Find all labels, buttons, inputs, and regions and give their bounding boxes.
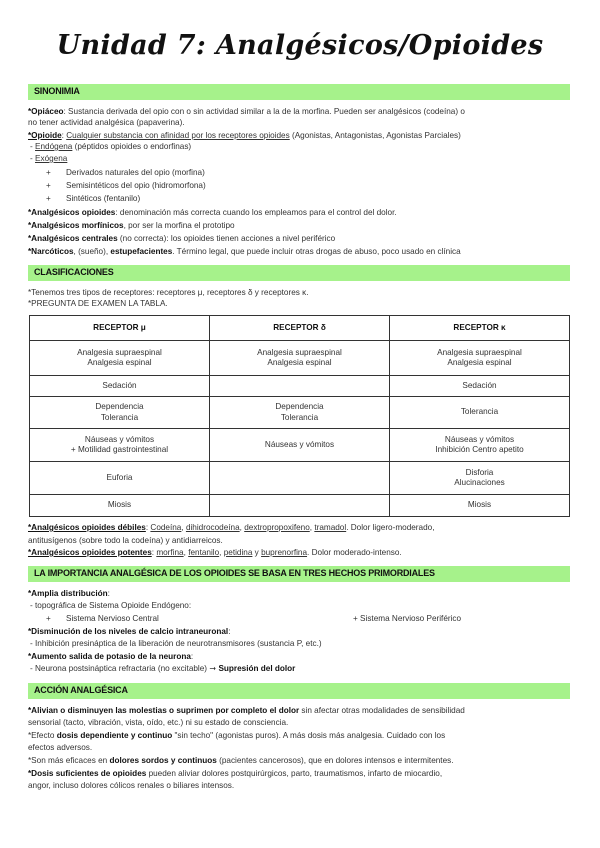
list-item-text: Derivados naturales del opio (morfina) bbox=[66, 168, 205, 177]
definition-text: *Efecto bbox=[28, 731, 57, 740]
definition-text: : denominación más correcta cuando los empleamos para el control del dolor. bbox=[115, 208, 397, 217]
line-neurona bbox=[30, 663, 575, 674]
line-amplia-distribucion bbox=[28, 588, 573, 599]
body-text: - Inhibición presináptica de la liberación de neurotransmisores (sustancia P, etc.) bbox=[30, 639, 322, 648]
table-cell: Náuseas y vómitos bbox=[210, 429, 390, 462]
bullet-mark: + bbox=[46, 614, 51, 623]
section-header-label: ACCIÓN ANALGÉSICA bbox=[34, 685, 128, 695]
section-header-label: LA IMPORTANCIA ANALGÉSICA DE LOS OPIOIDES SE BASA EN TRES HECHOS PRIMORDIALES bbox=[34, 568, 435, 578]
term-analgesicos-opioides: *Analgésicos opioides bbox=[28, 208, 116, 217]
line-pregunta-examen bbox=[28, 298, 573, 309]
separator-text: , bbox=[309, 523, 315, 532]
list-item-text: Sistema Nervioso Central bbox=[66, 614, 159, 623]
separator-text: , bbox=[183, 548, 189, 557]
line-potasio bbox=[28, 651, 573, 662]
definition-text: antitusígenos (sobre todo la codeína) y antidiarreicos. bbox=[28, 536, 223, 545]
table-row bbox=[30, 397, 570, 429]
definition-text: (Agonistas, Antagonistas, Agonistas Parciales) bbox=[289, 131, 461, 140]
arrow-icon: ➞ bbox=[209, 664, 217, 673]
table-cell: Sedación bbox=[30, 376, 210, 397]
bullet-mark: + bbox=[46, 168, 51, 177]
line-calcio bbox=[28, 626, 573, 637]
header-receptor-mu: RECEPTOR μ bbox=[30, 316, 210, 341]
table-cell: Tolerancia bbox=[390, 397, 570, 429]
term-opioide: *Opioide bbox=[28, 131, 62, 140]
dash-text: - bbox=[30, 142, 36, 151]
line-opiaceo-cont bbox=[28, 117, 573, 128]
separator-text: : bbox=[228, 627, 231, 636]
line-topografica bbox=[30, 600, 575, 611]
definition-text: pueden aliviar dolores postquirúrgicos, parto, traumatismos, infarto de miocardio, bbox=[146, 769, 443, 778]
table-cell: Euforia bbox=[30, 462, 210, 495]
list-item bbox=[46, 193, 591, 204]
line-dosis-suficientes-cont bbox=[28, 780, 573, 791]
line-receptores bbox=[28, 287, 573, 298]
header-receptor-delta: RECEPTOR δ bbox=[210, 316, 390, 341]
line-exogena bbox=[30, 153, 575, 164]
line-narcoticos bbox=[28, 246, 573, 257]
definition-text: , por ser la morfina el prototipo bbox=[123, 221, 235, 230]
table-row bbox=[30, 495, 570, 517]
term-dosis-suficientes: *Dosis suficientes de opioides bbox=[28, 769, 147, 778]
table-cell bbox=[210, 462, 390, 495]
drug-name: petidina bbox=[223, 548, 253, 557]
line-inhibicion bbox=[30, 638, 575, 649]
list-item-text: Semisintéticos del opio (hidromorfona) bbox=[66, 181, 206, 190]
section-header-sinonimia bbox=[28, 84, 570, 100]
definition-text: . Dolor ligero-moderado, bbox=[346, 523, 435, 532]
term-potasio: *Aumento salida de potasio de la neurona bbox=[28, 652, 191, 661]
bullet-mark: + bbox=[46, 194, 51, 203]
definition-text: . Término legal, que puede incluir otras drogas de abuso, poco usado en clínica bbox=[172, 247, 461, 256]
term-calcio: *Disminución de los niveles de calcio intraneuronal bbox=[28, 627, 229, 636]
section-header-label: CLASIFICACIONES bbox=[34, 267, 114, 277]
section-header-accion-analgesica bbox=[28, 683, 570, 699]
definition-text: : Sustancia derivada del opio con o sin actividad similar a la de la morfina. Pueden ser analgésicos (codeína) o bbox=[63, 107, 465, 116]
definition-underlined: Cualquier substancia con afinidad por los receptores opioides bbox=[66, 131, 290, 140]
term-alivian: *Alivian o disminuyen las molestias o suprimen por completo el dolor bbox=[28, 706, 300, 715]
table-cell: Miosis bbox=[390, 495, 570, 517]
definition-text: efectos adversos. bbox=[28, 743, 93, 752]
definition-text: sensorial (tacto, vibración, vista, oído, etc.) ni su estado de consciencia. bbox=[28, 718, 289, 727]
definition-text: sin afectar otras modalidades de sensibilidad bbox=[299, 706, 465, 715]
line-analgesicos-centrales bbox=[28, 233, 573, 244]
list-item bbox=[46, 167, 591, 178]
term-opioides-potentes: *Analgésicos opioides potentes bbox=[28, 548, 152, 557]
table-cell: Analgesia supraespinal Analgesia espinal bbox=[30, 341, 210, 376]
table-cell: Disforia Alucinaciones bbox=[390, 462, 570, 495]
line-alivian-cont bbox=[28, 717, 573, 728]
definition-text: . Dolor moderado-intenso. bbox=[307, 548, 402, 557]
definition-text: (pacientes cancerosos), que en dolores intensos e intermitentes. bbox=[216, 756, 454, 765]
receptor-table-body bbox=[30, 341, 570, 517]
term-supresion-dolor: Supresión del dolor bbox=[216, 664, 296, 673]
definition-text: angor, incluso dolores cólicos renales o biliares intensos. bbox=[28, 781, 235, 790]
table-row bbox=[30, 429, 570, 462]
section-header-tres-hechos bbox=[28, 566, 570, 582]
body-text: *PREGUNTA DE EXAMEN LA TABLA. bbox=[28, 299, 168, 308]
line-analgesicos-morfinicos bbox=[28, 220, 573, 231]
line-dosis-dependiente-cont bbox=[28, 742, 573, 753]
definition-text: no tener actividad analgésica (papaverina). bbox=[28, 118, 185, 127]
table-cell: Náuseas y vómitos Inhibición Centro apetito bbox=[390, 429, 570, 462]
line-opioides-debiles bbox=[28, 522, 573, 533]
body-text: *Tenemos tres tipos de receptores: receptores μ, receptores δ y receptores κ. bbox=[28, 288, 309, 297]
table-header-row bbox=[30, 316, 570, 341]
term-dosis-dependiente: dosis dependiente y continuo bbox=[56, 731, 173, 740]
line-endogena bbox=[30, 141, 575, 152]
separator-text: : bbox=[190, 652, 194, 661]
section-header-clasificaciones bbox=[28, 265, 570, 281]
separator-text: : bbox=[151, 548, 157, 557]
table-row bbox=[30, 462, 570, 495]
separator-text: , bbox=[181, 523, 186, 532]
drug-name: tramadol bbox=[314, 523, 347, 532]
list-item bbox=[353, 613, 553, 624]
definition-text: (péptidos opioides o endorfinas) bbox=[72, 142, 192, 151]
term-opioides-debiles: *Analgésicos opioides débiles bbox=[28, 523, 146, 532]
separator-text: : bbox=[107, 589, 110, 598]
separator-text: , bbox=[239, 523, 245, 532]
table-cell: Sedación bbox=[390, 376, 570, 397]
table-cell: Analgesia supraespinal Analgesia espinal bbox=[210, 341, 390, 376]
term-opiaceo: *Opiáceo bbox=[28, 107, 64, 116]
table-cell: Miosis bbox=[30, 495, 210, 517]
separator-text: : bbox=[145, 523, 151, 532]
definition-text: "sin techo" (agonistas puros). A más dosis más analgesia. Cuidado con los bbox=[172, 731, 446, 740]
line-dosis-suficientes bbox=[28, 768, 573, 779]
section-header-label: SINONIMIA bbox=[34, 86, 80, 96]
table-cell: Analgesia supraespinal Analgesia espinal bbox=[390, 341, 570, 376]
drug-name: Codeína bbox=[150, 523, 182, 532]
line-alivian bbox=[28, 705, 573, 716]
page-title: Unidad 7: Analgésicos/Opioides bbox=[56, 30, 544, 61]
body-text: - topográfica de Sistema Opioide Endógeno: bbox=[30, 601, 192, 610]
drug-name: dihidrocodeína bbox=[185, 523, 240, 532]
line-opiaceo bbox=[28, 106, 573, 117]
term-amplia-distribucion: *Amplia distribución bbox=[28, 589, 108, 598]
definition-text: , (sueño), bbox=[73, 247, 111, 256]
term-estupefacientes: estupefacientes bbox=[110, 247, 173, 256]
table-row bbox=[30, 376, 570, 397]
line-mas-eficaces bbox=[28, 755, 573, 766]
receptor-table bbox=[29, 315, 570, 517]
table-row bbox=[30, 341, 570, 376]
table-cell bbox=[210, 376, 390, 397]
drug-name: morfina bbox=[156, 548, 184, 557]
body-text: - Neurona postsináptica refractaria (no excitable) bbox=[30, 664, 210, 673]
line-opioides-debiles-cont bbox=[28, 535, 573, 546]
term-exogena: Exógena bbox=[35, 154, 68, 163]
table-cell: Dependencia Tolerancia bbox=[210, 397, 390, 429]
drug-name: buprenorfina bbox=[261, 548, 308, 557]
table-cell: Náuseas y vómitos + Motilidad gastrointestinal bbox=[30, 429, 210, 462]
term-endogena: Endógena bbox=[35, 142, 73, 151]
separator-text: , bbox=[219, 548, 224, 557]
separator-text: : bbox=[61, 131, 67, 140]
dash-text: - bbox=[30, 154, 36, 163]
table-cell: Dependencia Tolerancia bbox=[30, 397, 210, 429]
separator-text: y bbox=[252, 548, 262, 557]
drug-name: dextropropoxifeno bbox=[244, 523, 310, 532]
line-opioide bbox=[28, 130, 573, 141]
drug-name: fentanilo bbox=[188, 548, 220, 557]
line-dosis-dependiente bbox=[28, 730, 573, 741]
list-item-text: Sintéticos (fentanilo) bbox=[66, 194, 141, 203]
definition-text: (no correcta): los opioides tienen acciones a nivel periférico bbox=[117, 234, 336, 243]
term-narcoticos: *Narcóticos bbox=[28, 247, 74, 256]
list-item-text: + Sistema Nervioso Periférico bbox=[353, 614, 462, 623]
line-opioides-potentes bbox=[28, 547, 573, 558]
list-item bbox=[46, 180, 591, 191]
header-receptor-kappa: RECEPTOR κ bbox=[390, 316, 570, 341]
definition-text: *Son más eficaces en bbox=[28, 756, 110, 765]
term-analgesicos-centrales: *Analgésicos centrales bbox=[28, 234, 118, 243]
term-analgesicos-morfinicos: *Analgésicos morfínicos bbox=[28, 221, 124, 230]
bullet-mark: + bbox=[46, 181, 51, 190]
table-cell bbox=[210, 495, 390, 517]
term-dolores-sordos: dolores sordos y continuos bbox=[109, 756, 217, 765]
line-analgesicos-opioides bbox=[28, 207, 573, 218]
